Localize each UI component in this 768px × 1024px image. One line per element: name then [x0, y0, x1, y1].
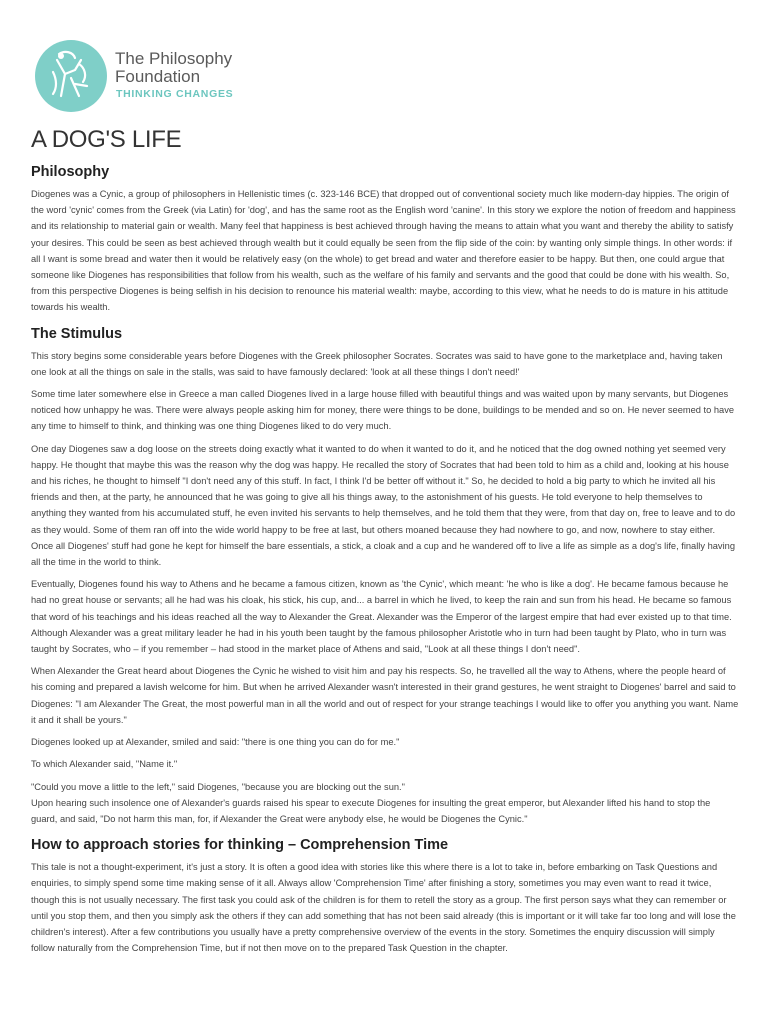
- logo-emblem-icon: [35, 40, 107, 112]
- paragraph: This story begins some considerable years before Diogenes with the Greek philosopher Socrates. Socrates was said to have gone to the marketplace and, having taken one look at all the things on sale in the stalls, was said to have famously declared: 'look at all these things I don't need!': [31, 350, 723, 377]
- section-comprehension-time: [31, 837, 739, 956]
- section-heading: Philosophy: [31, 164, 110, 180]
- section-stimulus: [31, 326, 739, 827]
- page-title: A DOG'S LIFE: [31, 126, 182, 153]
- section-heading: How to approach stories for thinking – Comprehension Time: [31, 837, 449, 854]
- paragraph: One day Diogenes saw a dog loose on the streets doing exactly what it wanted to do when it wanted to do it, and he noticed that the dog owned nothing yet seemed very happy. He thought that maybe this was the reason why the dog was happy. He recalled the story of Socrates that had been told to him as a child and, looking at his house and his riches, he thought to himself "I don't need any of this stuff. In fact, I think I'd be better off without it." So, he decided to hold a big party to which he invited all his friends and then, at the party, he announced that he was going to give all his things away, to the astonishment of his guests. He told everyone to help themselves to anything they wanted from his accumulated stuff, he even invited his servants to help themselves, and he told them that they were, from that day on, free to leave and to do as they would. Some of them ran off into the wide world happy to be free at last, but others moaned because they had nowhere to go, and now, nowhere to stay either. Once all Diogenes' stuff had gone he kept for himself the bare essentials, a stick, a cloak and a cup and he wandered off to live a life as simple as a dog's life, finally having all the time in the world to think.: [31, 443, 736, 568]
- paragraph: Some time later somewhere else in Greece a man called Diogenes lived in a large house filled with beautiful things and was waited upon by many servants, but Diogenes noticed how unhappy he was. There were always people asking him for money, there were things to be done, buildings to be mended and so on. He never seemed to have any time to himself to think, and thinking was one thing Diogenes liked to do very much.: [31, 389, 735, 432]
- logo-name: [115, 50, 232, 86]
- paragraph: Diogenes was a Cynic, a group of philosophers in Hellenistic times (c. 323-146 BCE) that dropped out of conventional society much like modern-day hippies. The origin of the word 'cynic' comes from the Greek (via Latin) for 'dog', and has the same root as the English word 'canine'. In this story we explore the notion of freedom and happiness and its relationship to material gain or wealth. Many feel that happiness is best achieved through having the means to attain what you want and thereby the ability to satisfy your desires. This could be seen as best achieved through wealth but it could equally be seen from the flip side of the coin: by wanting only simple things. In other words: if all I want is some bread and water then it would be relatively easy (on the whole) to get bread and water and therefore easier to be happy. But then, one could argue that someone like Diogenes has responsibilities that follow from his wealth, such as the welfare of his family and servants and the good that could be done with his wealth. So, from this perspective Diogenes is being selfish in his decision to renounce his material wealth: maybe, according to this view, what he needs to do is mature in his attitude towards his wealth.: [31, 189, 736, 313]
- paragraph: Diogenes looked up at Alexander, smiled and said: "there is one thing you can do for me.": [31, 737, 400, 748]
- paragraph: "Could you move a little to the left," said Diogenes, "because you are blocking out the sun." Upon hearing such insolence one of Alexander's guards raised his spear to execute Diogenes for insulting the great emperor, but Alexander lifted his hand to stop the guard, and said, "Do not harm this man, for, if Alexander the Great were anybody else, he would be Diogenes the Cynic.": [31, 781, 711, 824]
- paragraph: To which Alexander said, "Name it.": [31, 759, 178, 770]
- section-philosophy: [31, 164, 739, 316]
- logo-name-line2: Foundation: [115, 67, 201, 86]
- paragraph: Eventually, Diogenes found his way to Athens and he became a famous citizen, known as 'the Cynic', which meant: 'he who is like a dog'. He became famous because he had no great house or servants; all he had was his cloak, his stick, his cup, and... a barrel in which he lived, to keep the rain and sun from his head. He became so famous that word of his teachings and his ideas reached all the way to Alexander the Great. Alexander was the Emperor of the largest empire that had ever existed up to that time. Although Alexander was a great military leader he had in his youth been taught by the famous philosopher Aristotle who in turn had been taught by Plato, who in turn was taught by Socrates, who – if you remember – had stood in the market place of Athens and said, "Look at all these things I don't need".: [31, 579, 732, 655]
- paragraph: This tale is not a thought-experiment, it's just a story. It is often a good idea with stories like this where there is a lot to take in, before embarking on Task Questions and enquiries, to simply spend some time making sense of it all. Always allow 'Comprehension Time' after finishing a story, sometimes you may even want to read it twice, though this is not usually necessary. The first task you could ask of the children is for them to retell the story as a group. The first person says what they can remember or until you stop them, and then you simply ask the others if they can add something that has not been said already (this is important or it will take far too long and will lose the children's interest). After a few contributions you usually have a pretty comprehensive overview of the events in the story. Sometimes the enquiry discussion will simply follow naturally from the Comprehension Time, but if not then move on to the prepared Task Question in the chapter.: [31, 862, 736, 954]
- logo-name-line1: The Philosophy: [115, 49, 233, 68]
- logo-tagline: THINKING CHANGES: [116, 88, 234, 100]
- paragraph: When Alexander the Great heard about Diogenes the Cynic he wished to visit him and pay his respects. So, he travelled all the way to Athens, where the people heard of his coming and prepared a lavish welcome for him. But when he arrived Alexander wasn't interested in their grand gestures, he went straight to Diogenes' barrel and said to Diogenes: "I am Alexander The Great, the most powerful man in all the world and out of respect for your strange teachings I would like to offer you anything you want. Name it and it shall be yours.": [31, 666, 739, 725]
- philosophy-foundation-logo: [35, 40, 255, 112]
- section-heading: The Stimulus: [31, 325, 123, 342]
- main-content: [31, 126, 739, 966]
